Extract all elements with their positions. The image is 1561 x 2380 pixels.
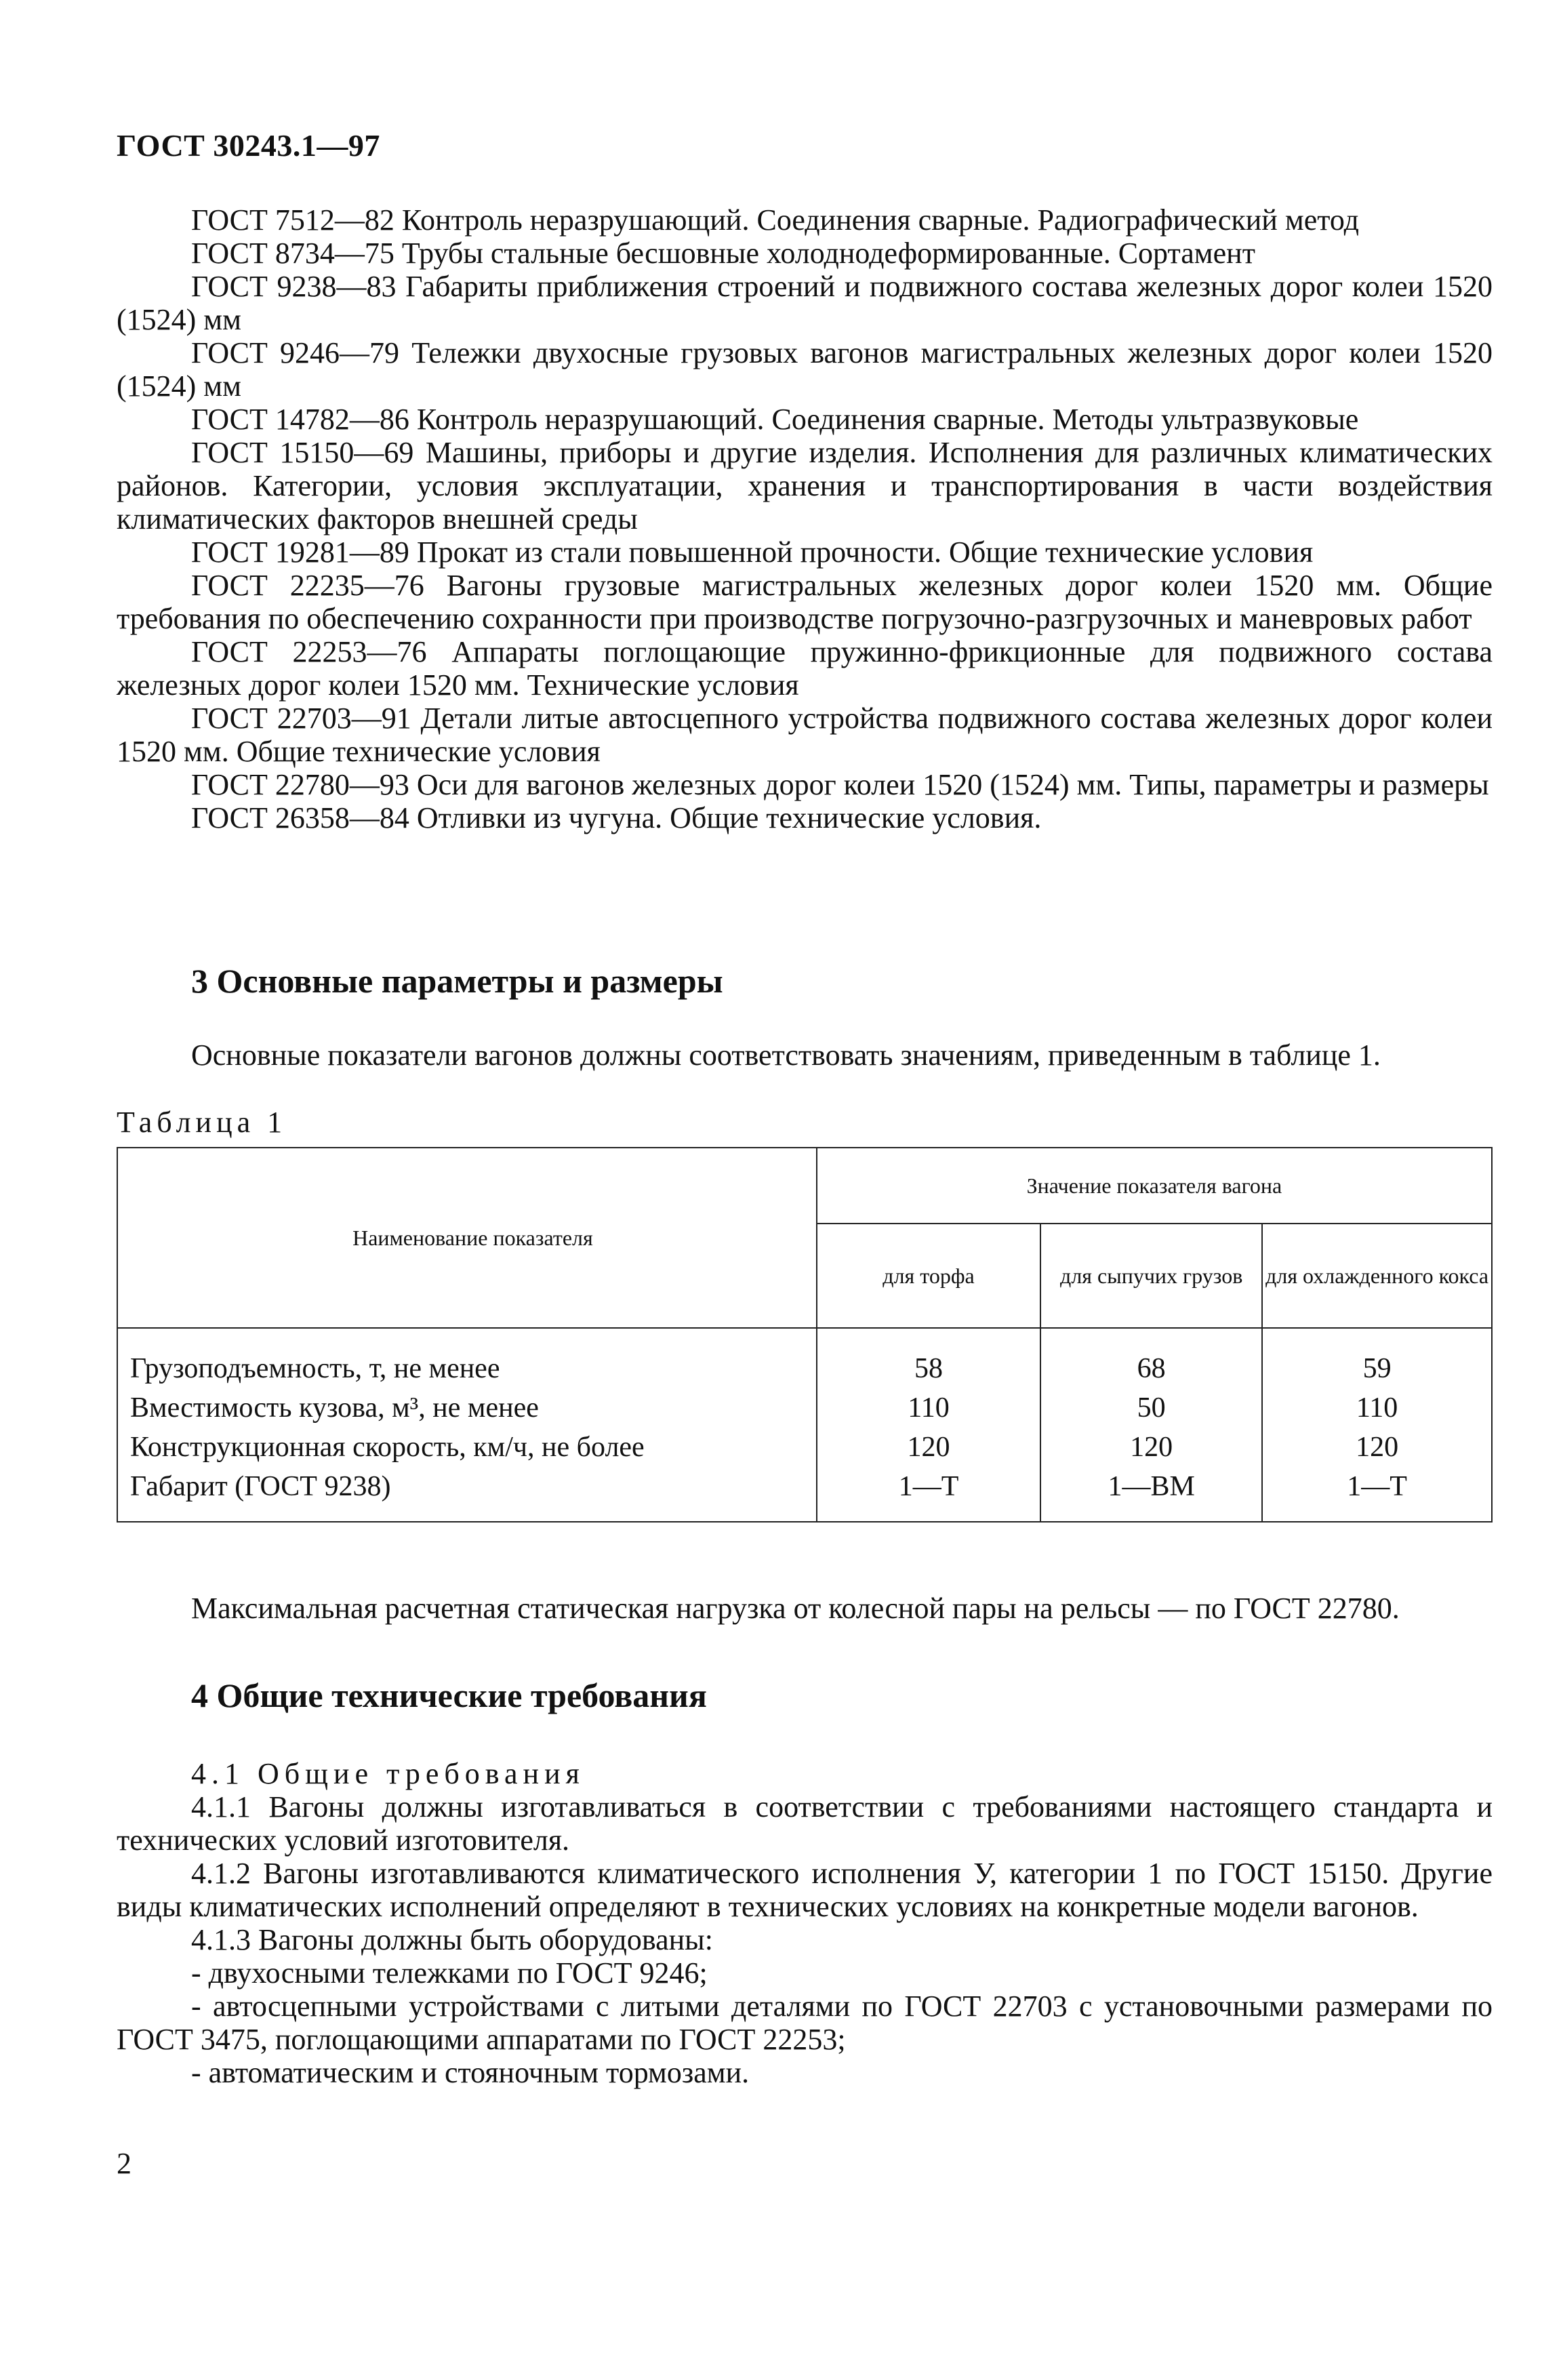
table-name-column xyxy=(117,1328,817,1522)
reference-item xyxy=(117,237,1493,270)
section-3-intro: Основные показатели вагонов должны соответствовать значениям, приведенным в таблице 1. xyxy=(191,1038,1381,1072)
table-cell: 1—Т xyxy=(1347,1471,1407,1502)
column-header-coke: для охлажденного кокса xyxy=(1262,1224,1492,1328)
paragraph-4-1-2: 4.1.2 Вагоны изготавливаются климатического исполнения У, категории 1 по ГОСТ 15150. Другие виды климатических исполнений определяют в технических условиях на конкретные модели вагонов. xyxy=(117,1857,1493,1923)
reference-title: Машины, приборы и другие изделия. Исполнения для различных климатических районов. Категории, условия эксплуатации, хранения и транспортирования в части воздействия климатических факторов внешней среды xyxy=(117,436,1493,536)
reference-item xyxy=(117,569,1493,635)
reference-item xyxy=(117,336,1493,403)
axle-load-note: Максимальная расчетная статическая нагрузка от колесной пары на рельсы — по ГОСТ 22780. xyxy=(191,1592,1400,1625)
reference-item xyxy=(117,436,1493,536)
table-cell: 120 xyxy=(1356,1432,1399,1463)
equipment-list-item: - автосцепными устройствами с литыми деталями по ГОСТ 22703 с установочными размерами по ГОСТ 3475, поглощающими аппаратами по ГОСТ 22253; xyxy=(117,1990,1493,2056)
reference-item xyxy=(117,768,1493,801)
table-cell: 68 xyxy=(1137,1353,1166,1384)
reference-item xyxy=(117,635,1493,702)
reference-title: Трубы стальные бесшовные холоднодеформированные. Сортамент xyxy=(401,237,1255,270)
reference-code: ГОСТ 8734—75 xyxy=(191,237,394,270)
reference-item xyxy=(117,702,1493,768)
page-number: 2 xyxy=(117,2147,131,2180)
reference-title: Вагоны грузовые магистральных железных дорог колеи 1520 мм. Общие требования по обеспечению сохранности при производстве погрузочно-разгрузочных и маневровых работ xyxy=(117,569,1493,635)
column-header-bulk: для сыпучих грузов xyxy=(1040,1224,1262,1328)
table-row-name: Конструкционная скорость, км/ч, не более xyxy=(130,1432,645,1463)
parameters-table xyxy=(117,1147,1493,1522)
reference-code: ГОСТ 22703—91 xyxy=(191,702,411,735)
column-header-name: Наименование показателя xyxy=(117,1148,817,1328)
reference-code: ГОСТ 22253—76 xyxy=(191,635,427,668)
normative-references xyxy=(117,203,1493,834)
table-cell: 120 xyxy=(1130,1432,1173,1463)
table-row-name: Грузоподъемность, т, не менее xyxy=(130,1353,500,1384)
reference-code: ГОСТ 15150—69 xyxy=(191,436,414,469)
reference-code: ГОСТ 19281—89 xyxy=(191,536,409,569)
section-4-title: 4 Общие технические требования xyxy=(191,1676,707,1714)
reference-title: Прокат из стали повышенной прочности. Общие технические условия xyxy=(416,536,1314,569)
reference-item xyxy=(117,270,1493,336)
table-cell: 58 xyxy=(914,1353,944,1384)
equipment-list-item: - двухосными тележками по ГОСТ 9246; xyxy=(191,1956,708,1990)
table-cell: 1—ВМ xyxy=(1108,1471,1195,1502)
reference-code: ГОСТ 22235—76 xyxy=(191,569,424,602)
table-label: Таблица 1 xyxy=(117,1106,287,1139)
column-group-header-values: Значение показателя вагона xyxy=(817,1148,1492,1224)
table-bulk-column xyxy=(1040,1328,1262,1522)
reference-title: Габариты приближения строений и подвижного состава железных дорог колеи 1520 (1524) мм xyxy=(117,270,1493,336)
table-coke-column xyxy=(1262,1328,1492,1522)
equipment-list-item: - автоматическим и стояночным тормозами. xyxy=(191,2056,750,2089)
table-cell: 120 xyxy=(907,1432,950,1463)
reference-title: Детали литые автосцепного устройства подвижного состава железных дорог колеи 1520 мм. Общие технические условия xyxy=(117,702,1493,768)
table-cell: 59 xyxy=(1362,1353,1392,1384)
reference-title: Контроль неразрушающий. Соединения сварные. Методы ультразвуковые xyxy=(416,403,1359,436)
reference-code: ГОСТ 9246—79 xyxy=(191,336,400,369)
table-row-name: Габарит (ГОСТ 9238) xyxy=(130,1471,391,1502)
reference-item xyxy=(117,203,1493,237)
reference-code: ГОСТ 14782—86 xyxy=(191,403,409,436)
document-header: ГОСТ 30243.1—97 xyxy=(117,128,380,163)
column-header-peat: для торфа xyxy=(817,1224,1040,1328)
reference-title: Отливки из чугуна. Общие технические условия. xyxy=(416,801,1042,834)
table-cell: 110 xyxy=(908,1392,950,1424)
table-peat-column xyxy=(817,1328,1040,1522)
table-cell: 50 xyxy=(1137,1392,1166,1424)
table-cell: 110 xyxy=(1356,1392,1398,1424)
reference-code: ГОСТ 9238—83 xyxy=(191,270,397,303)
reference-title: Аппараты поглощающие пружинно-фрикционные для подвижного состава железных дорог колеи 1520 мм. Технические условия xyxy=(117,635,1493,702)
section-4-body xyxy=(117,1757,1493,2089)
paragraph-4-1-3: 4.1.3 Вагоны должны быть оборудованы: xyxy=(191,1923,713,1956)
table-row-name: Вместимость кузова, м³, не менее xyxy=(130,1392,539,1424)
reference-item xyxy=(117,403,1493,436)
reference-title: Тележки двухосные грузовых вагонов магистральных железных дорог колеи 1520 (1524) мм xyxy=(117,336,1493,403)
table-cell: 1—Т xyxy=(898,1471,959,1502)
section-3-title: 3 Основные параметры и размеры xyxy=(191,962,723,1000)
reference-code: ГОСТ 22780—93 xyxy=(191,768,409,801)
reference-title: Оси для вагонов железных дорог колеи 1520 (1524) мм. Типы, параметры и размеры xyxy=(416,768,1489,801)
paragraph-4-1-1: 4.1.1 Вагоны должны изготавливаться в соответствии с требованиями настоящего стандарта и технических условий изготовителя. xyxy=(117,1790,1493,1857)
reference-item xyxy=(117,536,1493,569)
reference-code: ГОСТ 26358—84 xyxy=(191,801,409,834)
reference-item xyxy=(117,801,1493,834)
subsection-4-1-title: 4.1 Общие требования xyxy=(191,1757,585,1790)
reference-title: Контроль неразрушающий. Соединения сварные. Радиографический метод xyxy=(401,203,1359,237)
reference-code: ГОСТ 7512—82 xyxy=(191,203,394,237)
